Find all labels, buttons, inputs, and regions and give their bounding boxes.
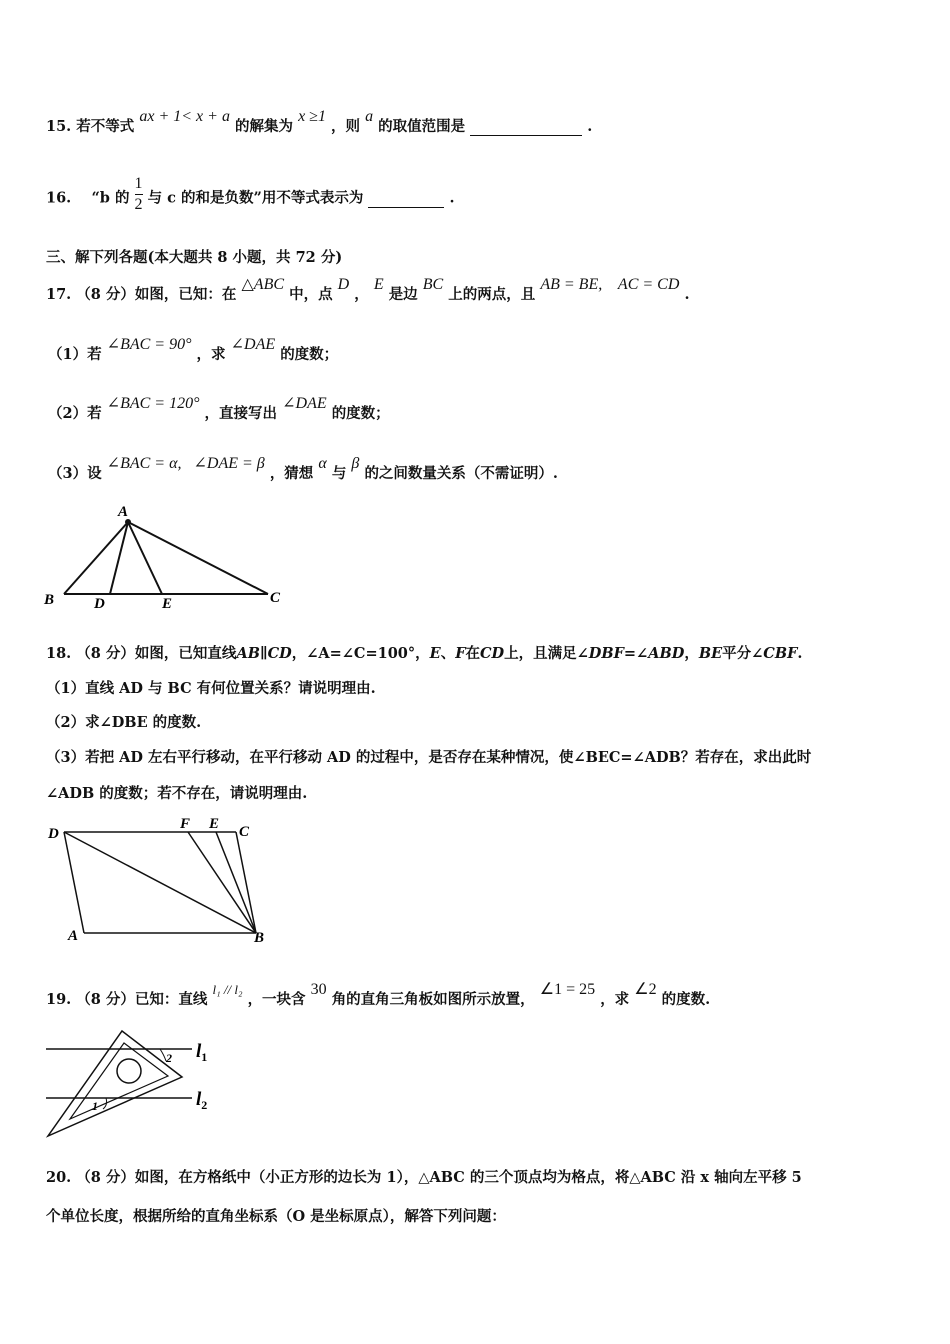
q17-label-a: A [118,504,129,520]
q20-number: 20. [46,1169,72,1186]
q17-p2-text-3: 的度数； [331,405,390,422]
q20-line-1 [46,1166,802,1187]
q17-text-1: （8 分）如图，已知：在 [76,286,237,303]
q19-angle-1: ∠1 = 25 [539,981,596,998]
q15-text-3: ，则 [331,118,361,135]
q17-p2-text-1: （2）若 [48,405,102,422]
q16-text-1: “b 的 [91,189,130,207]
q19-angle-1-label: 1 [92,1099,98,1113]
q17-point-e: E [373,276,384,293]
q15-var-a: a [365,108,374,125]
q17-p3-text-3: 与 [331,465,347,482]
q17-label-c: C [270,590,281,606]
q17-segment-ac [128,522,268,594]
q17-text-4: 是边 [388,286,418,303]
q19-l1-letter: l [196,1041,202,1062]
q17-p3-text-4: 的之间数量关系（不需证明）. [364,465,558,482]
q18-parallelogram-figure [40,812,290,952]
q15-text-2: 的解集为 [235,118,294,135]
q17-condition: AB = BE, AC = CD [540,276,680,293]
q16-line [46,175,455,219]
q17-p1-text-3: 的度数； [280,346,339,363]
q19-triangle-ruler-figure [40,1025,230,1145]
q16-fraction [135,174,143,215]
section-3-heading: 三、解下列各题(本大题共 8 小题，共 72 分) [46,249,343,266]
q18-text-d: E [429,645,441,662]
q19-text-4: ，求 [600,991,630,1008]
q17-side-bc: BC [422,276,444,293]
q19-l2-subscript: 2 [201,1098,208,1112]
q17-line [46,276,690,304]
q18-label-b: B [254,930,265,946]
q15-answer-blank[interactable] [470,118,582,136]
q15-line [46,108,593,136]
q18-label-c: C [239,824,250,840]
q19-l2-label [196,1089,207,1112]
q19-l1-label [196,1041,207,1064]
q18-text-e: 、 [440,645,456,662]
q17-triangle-figure [40,500,300,615]
q18-label-f: F [180,816,191,832]
q17-triangle: △ABC [241,276,285,293]
q15-inequality: ax + 1< x + a [139,108,230,125]
q18-text-c: ，∠A=∠C=100°， [291,645,430,662]
q19-ruler-hole [117,1059,141,1083]
q18-part-3b: ∠ADB 的度数；若不存在，请说明理由. [46,785,308,802]
q17-part-3 [48,455,558,483]
q17-segment-ae [128,522,162,594]
q19-text-2: ，一块含 [247,991,306,1008]
q19-text-3: 角的直角三角板如图所示放置， [331,991,535,1008]
q19-text-1: （8 分）已知：直线 [76,991,208,1008]
q15-solution: x ≥1 [298,108,326,125]
q19-ruler-outer [48,1031,182,1136]
q17-point-d: D [337,276,350,293]
q17-p1-angle: ∠BAC = 90° [106,336,192,353]
q18-text-m: ， [684,645,699,662]
q19-angle-2: ∠2 [634,981,657,998]
q18-text-g: 在 [465,645,480,662]
q18-text-f: F [455,645,466,662]
q18-label-e: E [209,816,220,832]
q18-text-n: BE [698,645,723,662]
q16-fraction-numerator: 1 [134,175,143,192]
q17-label-e: E [162,596,173,612]
q19-l1-subscript: 1 [201,1050,208,1064]
q17-label-b: B [44,592,55,608]
q19-number: 19. [46,991,72,1008]
q20-line-2: 个单位长度，根据所给的直角坐标系（O 是坐标原点），解答下列问题： [46,1208,506,1225]
q15-text-4: 的取值范围是 [378,118,466,135]
q17-p3-alpha: α [318,455,327,472]
q18-text-l: ABD [648,645,685,662]
q18-text-i: 上，且满足∠ [504,645,589,662]
q17-text-6: . [684,286,690,303]
q18-part-2: （2）求∠DBE 的度数. [46,714,202,731]
q19-l2-letter: l [196,1089,202,1110]
q17-p1-text-2: ，求 [196,346,226,363]
q18-label-d: D [48,826,59,842]
q18-text-j: DBF [588,645,624,662]
q18-text-o: 平分∠ [722,645,764,662]
q19-line [46,981,711,1009]
q17-part-1 [48,336,339,364]
q19-angle-30: 30 [310,981,327,998]
q19-angle-2-label: 2 [166,1051,172,1065]
q15-text-1: 若不等式 [76,118,135,135]
q16-number: 16. [46,189,72,207]
q17-text-5: 上的两点，且 [448,286,536,303]
q18-text-a: （8 分）如图，已知直线 [76,645,237,662]
q17-p2-text-2: ，直接写出 [204,405,278,422]
q18-segment-da [64,832,84,933]
q20-text-1: （8 分）如图，在方格纸中（小正方形的边长为 1），△ABC 的三个顶点均为格点，将△ABC 沿 x 轴向左平移 5 [76,1169,802,1186]
q19-text-5: 的度数. [661,991,711,1008]
q16-text-2: 与 c 的和是负数”用不等式表示为 [147,189,364,207]
q15-text-5: . [587,118,593,135]
q18-line [46,642,802,663]
q18-text-p: CBF [763,645,798,662]
q16-answer-blank[interactable] [368,190,444,208]
q17-text-2: 中，点 [289,286,333,303]
q17-p3-beta: β [351,455,360,472]
q19-parallel-lines: l₁ // l₂ [212,982,243,997]
q16-text-3: . [449,189,455,207]
q16-fraction-denominator: 2 [134,196,143,213]
q17-p3-text-1: （3）设 [48,465,102,482]
q17-p1-text-1: （1）若 [48,346,102,363]
q18-text-h: CD [480,645,505,662]
q18-text-k: =∠ [623,645,649,662]
q18-label-a: A [68,928,79,944]
q17-p1-target: ∠DAE [230,336,276,353]
q17-p2-target: ∠DAE [282,395,327,412]
q17-part-2 [48,395,390,423]
q18-text-q: . [797,645,803,662]
q18-part-1: （1）直线 AD 与 BC 有何位置关系？请说明理由. [46,680,376,697]
q17-p3-text-2: ，猜想 [269,465,314,482]
q17-text-3: ， [354,286,369,303]
q18-part-3a: （3）若把 AD 左右平行移动，在平行移动 AD 的过程中，是否存在某种情况，使∠BEC=∠ADB？若存在，求出此时 [46,749,812,766]
q18-segment-db [64,832,256,933]
q18-text-b: AB∥CD [236,645,292,662]
q15-number: 15. [46,118,72,135]
q18-number: 18. [46,645,72,662]
q17-number: 17. [46,286,72,303]
q17-label-d: D [94,596,105,612]
q17-p2-angle: ∠BAC = 120° [106,395,200,412]
q17-p3-angles: ∠BAC = α, ∠DAE = β [106,455,265,472]
